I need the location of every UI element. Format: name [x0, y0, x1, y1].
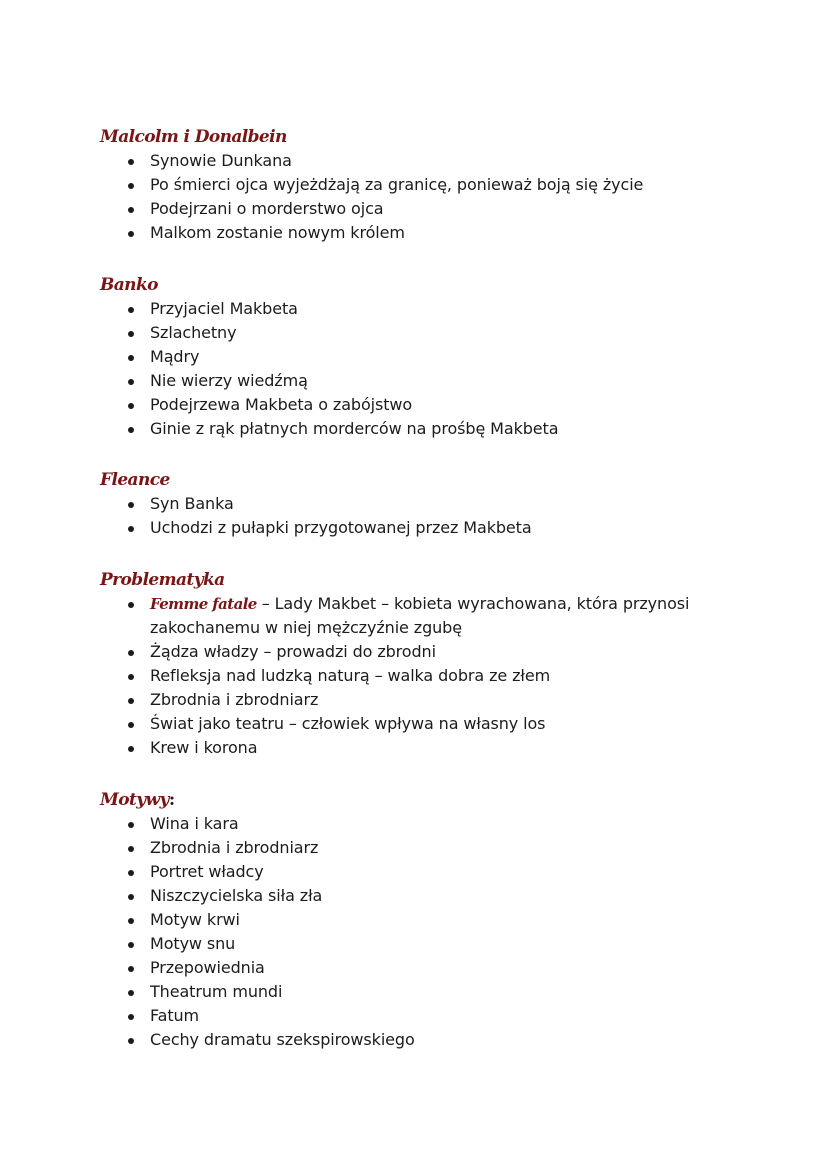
section-heading: Malcolm i Donalbein	[100, 127, 287, 147]
section-banko	[100, 273, 740, 441]
list-item: Motyw krwi	[100, 908, 740, 932]
list-item: Ginie z rąk płatnych morderców na prośbę Makbeta	[100, 417, 740, 441]
list-item: Wina i kara	[100, 812, 740, 836]
list-item-text: – Lady Makbet – kobieta wyrachowana, która przynosi zakochanemu w niej mężczyźnie zgubę	[150, 594, 690, 637]
list-item: Fatum	[100, 1004, 740, 1028]
list-item: Podejrzani o morderstwo ojca	[100, 197, 740, 221]
heading-colon: :	[168, 790, 175, 810]
section-motywy	[100, 788, 740, 1052]
list-item: Szlachetny	[100, 321, 740, 345]
section-heading-text: Motywy	[100, 790, 169, 810]
bullet-list	[100, 592, 740, 760]
bullet-list	[100, 149, 740, 245]
list-item: Syn Banka	[100, 492, 740, 516]
section-fleance	[100, 468, 740, 540]
list-item: Zbrodnia i zbrodniarz	[100, 688, 740, 712]
list-item: Malkom zostanie nowym królem	[100, 221, 740, 245]
list-item: Refleksja nad ludzką naturą – walka dobra ze złem	[100, 664, 740, 688]
section-heading	[100, 788, 740, 812]
list-item: Krew i korona	[100, 736, 740, 760]
list-item: Podejrzewa Makbeta o zabójstwo	[100, 393, 740, 417]
section-malcolm-donalbein	[100, 125, 740, 245]
list-item: Theatrum mundi	[100, 980, 740, 1004]
section-heading: Problematyka	[100, 570, 225, 590]
list-item: Przepowiednia	[100, 956, 740, 980]
list-item	[100, 592, 740, 640]
list-item: Zbrodnia i zbrodniarz	[100, 836, 740, 860]
list-item: Synowie Dunkana	[100, 149, 740, 173]
section-problematyka	[100, 568, 740, 760]
list-item: Nie wierzy wiedźmą	[100, 369, 740, 393]
list-item: Motyw snu	[100, 932, 740, 956]
list-item: Po śmierci ojca wyjeżdżają za granicę, ponieważ boją się życie	[100, 173, 740, 197]
bullet-list	[100, 297, 740, 441]
list-item: Żądza władzy – prowadzi do zbrodni	[100, 640, 740, 664]
bullet-list	[100, 492, 740, 540]
list-item: Uchodzi z pułapki przygotowanej przez Makbeta	[100, 516, 740, 540]
accent-term: Femme fatale	[150, 595, 257, 613]
list-item: Cechy dramatu szekspirowskiego	[100, 1028, 740, 1052]
list-item: Przyjaciel Makbeta	[100, 297, 740, 321]
list-item: Portret władcy	[100, 860, 740, 884]
list-item: Mądry	[100, 345, 740, 369]
section-heading: Banko	[100, 275, 158, 295]
section-heading: Fleance	[100, 470, 170, 490]
list-item: Świat jako teatru – człowiek wpływa na własny los	[100, 712, 740, 736]
list-item: Niszczycielska siła zła	[100, 884, 740, 908]
bullet-list	[100, 812, 740, 1052]
